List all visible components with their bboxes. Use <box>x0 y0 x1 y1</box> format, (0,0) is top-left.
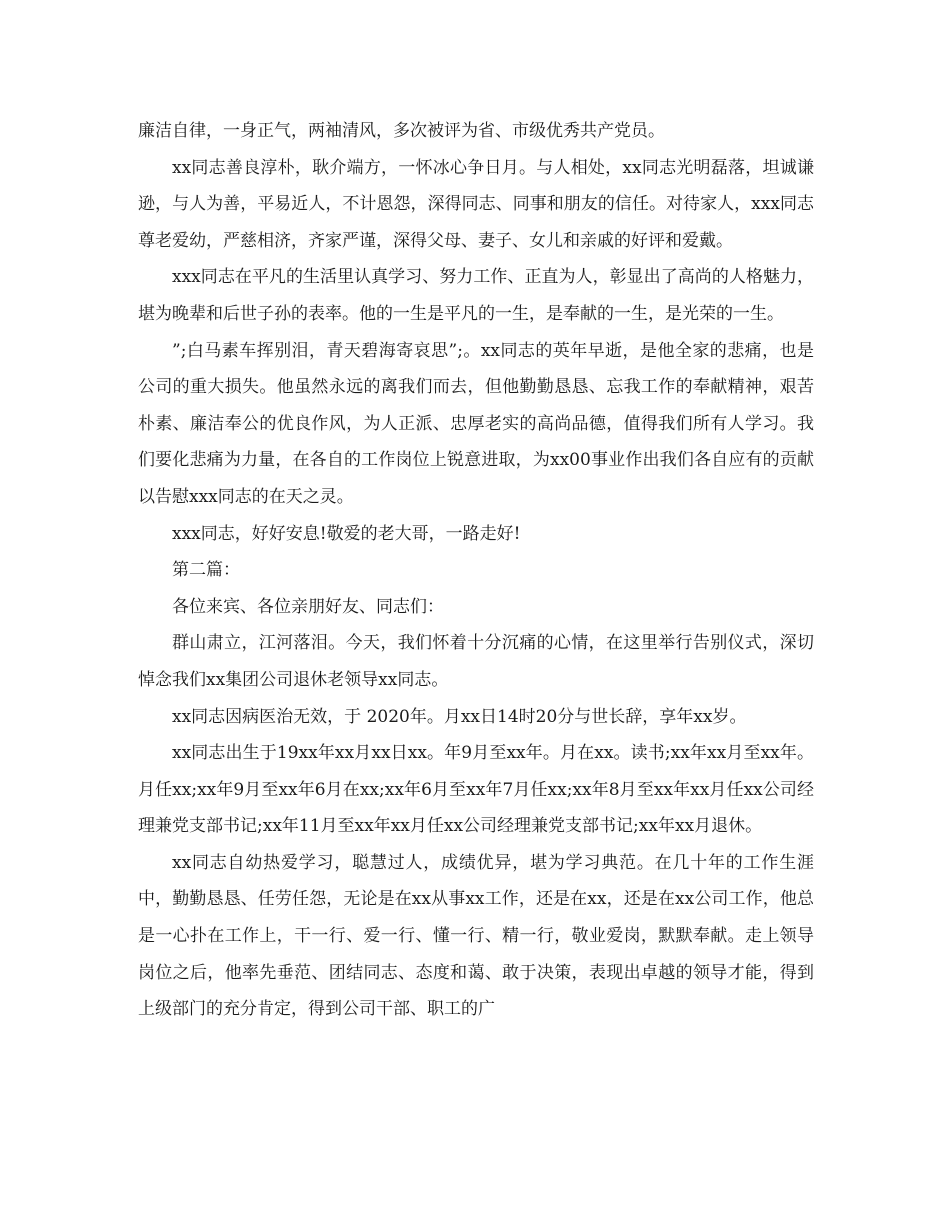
paragraph: xx同志自幼热爱学习，聪慧过人，成绩优异，堪为学习典范。在几十年的工作生涯中，勤勤恳恳、任劳任怨，无论是在xx从事xx工作，还是在xx，还是在xx公司工作，他总是一心扑在工作上，干一行、爱一行、懂一行、精一行，敬业爱岗，默默奉献。走上领导岗位之后，他率先垂范、团结同志、态度和蔼、敢于决策，表现出卓越的领导才能，得到上级部门的充分肯定，得到公司干部、职工的广 <box>138 852 814 1020</box>
section-heading: 第二篇： <box>172 560 240 581</box>
paragraph: 群山肃立，江河落泪。今天，我们怀着十分沉痛的心情，在这里举行告别仪式，深切悼念我们xx集团公司退休老领导xx同志。 <box>138 633 814 690</box>
paragraph: xxx同志在平凡的生活里认真学习、努力工作、正直为人，彰显出了高尚的人格魅力，堪为晚辈和后世子孙的表率。他的一生是平凡的一生，是奉献的一生，是光荣的一生。 <box>138 267 814 324</box>
salutation: 各位来宾、各位亲朋好友、同志们： <box>172 596 444 617</box>
paragraph: xx同志因病医治无效，于 2020年。月xx日14时20分与世长辞，享年xx岁。 <box>172 706 747 727</box>
paragraph: xx同志善良淳朴，耿介端方，一怀冰心争日月。与人相处，xx同志光明磊落，坦诚谦逊，与人为善，平易近人，不计恩怨，深得同志、同事和朋友的信任。对待家人，xxx同志尊老爱幼，严慈相济，齐家严谨，深得父母、妻子、女儿和亲戚的好评和爱戴。 <box>138 157 814 251</box>
paragraph: xxx同志，好好安息!敬爱的老大哥，一路走好! <box>172 523 521 544</box>
paragraph: 廉洁自律，一身正气，两袖清风，多次被评为省、市级优秀共产党员。 <box>138 121 665 141</box>
paragraph: xx同志出生于19xx年xx月xx日xx。年9月至xx年。月在xx。读书;xx年xx月至xx年。月任xx;xx年9月至xx年6月在xx;xx年6月至xx年7月任xx;xx年8月至xx年xx月任xx公司经理兼党支部书记;xx年11月至xx年xx月任xx公司经理兼党支部书记;xx年xx月退休。 <box>138 743 814 837</box>
body-text <box>138 113 814 1028</box>
paragraph: ”;白马素车挥别泪，青天碧海寄哀思”;。xx同志的英年早逝，是他全家的悲痛，也是公司的重大损失。他虽然永远的离我们而去，但他勤勤恳恳、忘我工作的奉献精神，艰苦朴素、廉洁奉公的优良作风，为人正派、忠厚老实的高尚品德，值得我们所有人学习。我们要化悲痛为力量，在各自的工作岗位上锐意进取，为xx00事业作出我们各自应有的贡献以告慰xxx同志的在天之灵。 <box>138 340 814 507</box>
